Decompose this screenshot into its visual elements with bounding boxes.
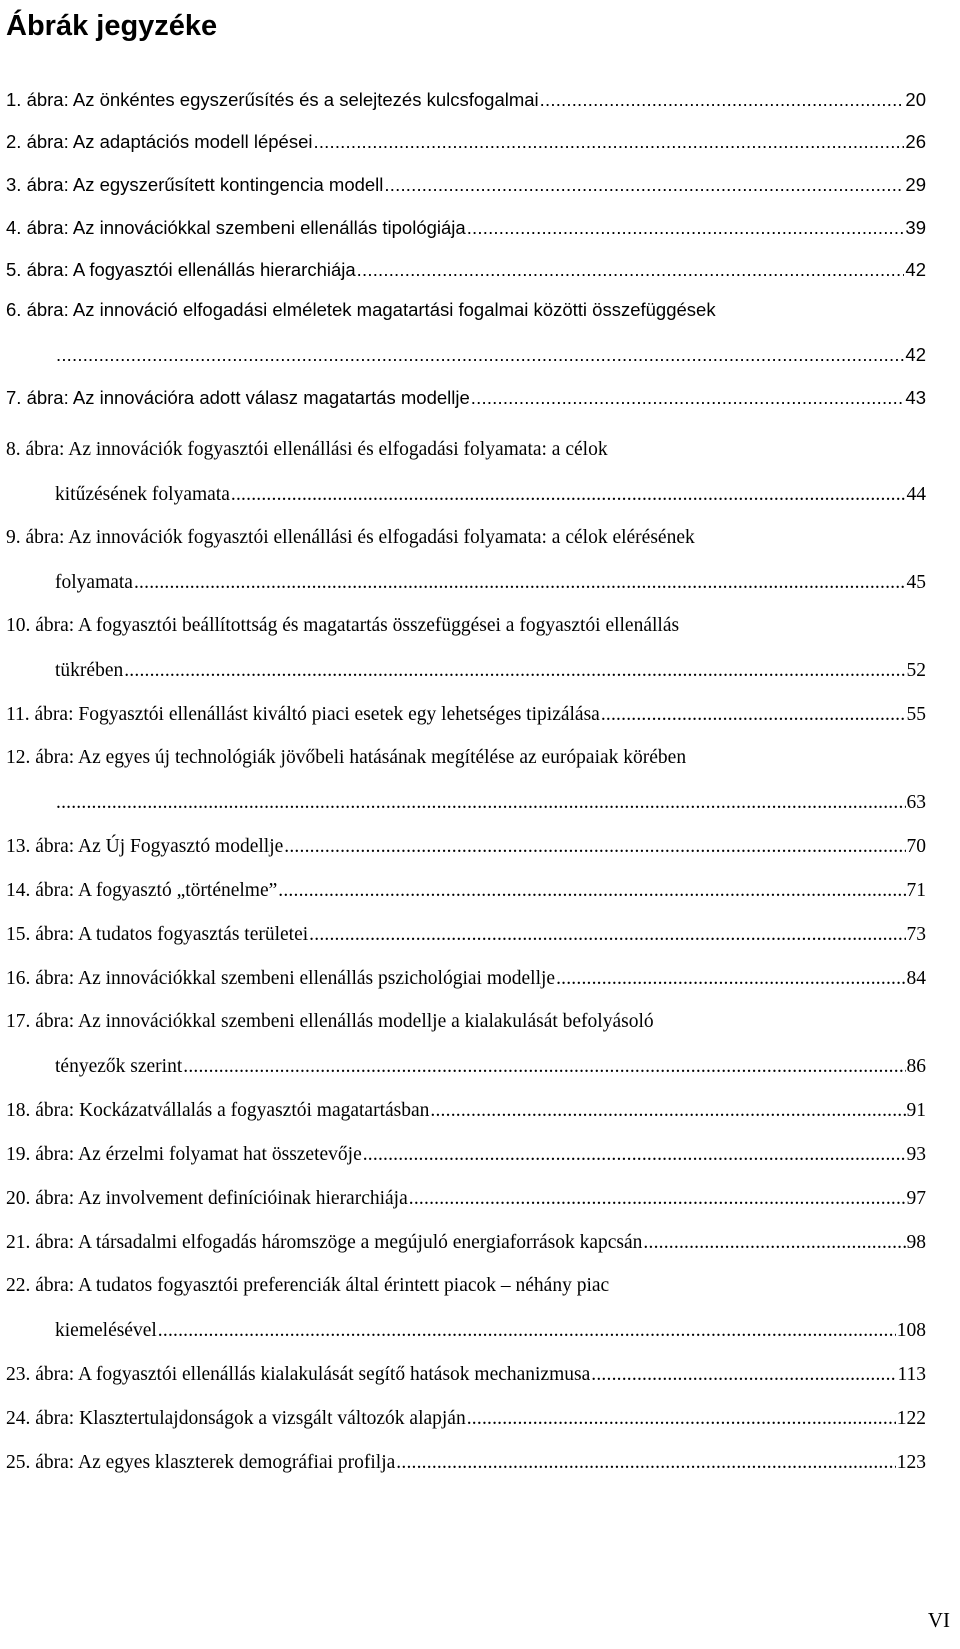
- toc-entry-label: kitűzésének folyamata: [55, 484, 230, 505]
- toc-entry-page: 122: [896, 1408, 926, 1429]
- toc-entry[interactable]: [55, 1047, 926, 1079]
- toc-entry-page: 71: [906, 880, 926, 901]
- toc-leader-dots: [409, 1187, 906, 1211]
- toc-entry-label: 5. ábra: A fogyasztói ellenállás hierarchiája: [6, 259, 356, 280]
- toc-entry-page: 97: [906, 1188, 926, 1209]
- toc-entry[interactable]: [6, 1399, 926, 1431]
- toc-entry[interactable]: [55, 783, 926, 815]
- toc-entry-line1[interactable]: 17. ábra: Az innovációkkal szembeni ellenállás modellje a kialakulását befolyásoló: [6, 1011, 654, 1032]
- toc-entry-label: 23. ábra: A fogyasztói ellenállás kialakulását segítő hatások mechanizmusa: [6, 1364, 591, 1385]
- toc-entry-label: 1. ábra: Az önkéntes egyszerűsítés és a selejtezés kulcsfogalmai: [6, 89, 539, 110]
- toc-entry-label: 4. ábra: Az innovációkkal szembeni ellenállás tipológiája: [6, 217, 466, 238]
- toc-entry-label: folyamata: [55, 572, 133, 593]
- toc-entry[interactable]: [6, 1135, 926, 1167]
- toc-entry[interactable]: [6, 1443, 926, 1475]
- toc-entry-page: 93: [906, 1144, 926, 1165]
- page-number: VI: [927, 1608, 950, 1632]
- toc-entry[interactable]: [55, 1311, 926, 1343]
- toc-entry-line1[interactable]: 12. ábra: Az egyes új technológiák jövőbeli hatásának megítélése az európaiak körében: [6, 747, 687, 768]
- toc-entry[interactable]: [6, 1091, 926, 1123]
- toc-entry-page: 123: [896, 1452, 926, 1473]
- toc-entry-label: 3. ábra: Az egyszerűsített kontingencia modell: [6, 174, 384, 195]
- toc-entry-page: 43: [905, 387, 926, 408]
- toc-entry[interactable]: [55, 335, 926, 367]
- toc-leader-dots: [313, 130, 904, 154]
- toc-entry-label: 19. ábra: Az érzelmi folyamat hat összetevője: [6, 1144, 362, 1165]
- toc-entry-label: 21. ábra: A társadalmi elfogadás háromszöge a megújuló energiaforrások kapcsán: [6, 1232, 643, 1253]
- toc-entry-label: tényezők szerint: [55, 1056, 183, 1077]
- toc-leader-dots: [556, 967, 905, 991]
- toc-entry[interactable]: [6, 80, 926, 112]
- toc-entry-line1[interactable]: 22. ábra: A tudatos fogyasztói preferenciák által érintett piacok – néhány piac: [6, 1275, 610, 1296]
- toc-entry-page: 113: [897, 1364, 926, 1385]
- toc-entry-page: 29: [905, 174, 926, 195]
- toc-leader-dots: [396, 1451, 895, 1475]
- toc-leader-dots: [278, 879, 905, 903]
- toc-leader-dots: [158, 1319, 896, 1343]
- toc-entry-line1[interactable]: 6. ábra: Az innováció elfogadási elméletek magatartási fogalmai közötti összefüggések: [6, 299, 716, 320]
- toc-entry[interactable]: [6, 250, 926, 282]
- toc-entry[interactable]: [55, 651, 926, 683]
- toc-entry-label: 16. ábra: Az innovációkkal szembeni ellenállás pszichológiai modellje: [6, 968, 556, 989]
- toc-entry[interactable]: [6, 915, 926, 947]
- toc-leader-dots: [430, 1099, 905, 1123]
- toc-entry-page: 45: [906, 572, 926, 593]
- toc-entry[interactable]: [6, 122, 926, 154]
- toc-leader-dots: [183, 1055, 905, 1079]
- toc-entry-page: 52: [906, 660, 926, 681]
- toc-entry-label: 13. ábra: Az Új Fogyasztó modellje: [6, 836, 284, 857]
- toc-entry-page: 42: [905, 344, 926, 365]
- toc-entry-label: 14. ábra: A fogyasztó „történelme”: [6, 880, 278, 901]
- toc-entry-page: 39: [905, 217, 926, 238]
- toc-entry[interactable]: [6, 959, 926, 991]
- toc-entry-label: 18. ábra: Kockázatvállalás a fogyasztói magatartásban: [6, 1100, 430, 1121]
- toc-entry-label: kiemelésével: [55, 1320, 157, 1341]
- toc-leader-dots: [363, 1143, 906, 1167]
- toc-entry-page: 55: [906, 704, 926, 725]
- toc-entry-page: 108: [896, 1320, 926, 1341]
- toc-leader-dots: [357, 258, 905, 282]
- toc-entry-page: 26: [905, 131, 926, 152]
- toc-entry-page: 98: [906, 1232, 926, 1253]
- toc-leader-dots: [134, 571, 906, 595]
- toc-entry-label: 20. ábra: Az involvement definícióinak hierarchiája: [6, 1188, 408, 1209]
- toc-entry[interactable]: [6, 1223, 926, 1255]
- toc-leader-dots: [309, 923, 905, 947]
- toc-leader-dots: [467, 216, 905, 240]
- toc-entry[interactable]: [6, 827, 926, 859]
- toc-entry[interactable]: [6, 1355, 926, 1387]
- toc-leader-dots: [56, 791, 906, 815]
- toc-entry-page: 86: [906, 1056, 926, 1077]
- toc-entry[interactable]: [6, 378, 926, 410]
- toc-entry-page: 44: [906, 484, 926, 505]
- toc-entry-page: 20: [905, 89, 926, 110]
- toc-entry[interactable]: [55, 563, 926, 595]
- toc-entry[interactable]: [6, 165, 926, 197]
- toc-entry-label: 24. ábra: Klasztertulajdonságok a vizsgált változók alapján: [6, 1408, 466, 1429]
- toc-leader-dots: [471, 386, 905, 410]
- toc-entry-label: 11. ábra: Fogyasztói ellenállást kiváltó piaci esetek egy lehetséges tipizálása: [6, 704, 600, 725]
- toc-entry[interactable]: [55, 475, 926, 507]
- toc-leader-dots: [384, 173, 904, 197]
- toc-entry-page: 63: [906, 792, 926, 813]
- toc-leader-dots: [467, 1407, 896, 1431]
- toc-entry-label: tükrében: [55, 660, 124, 681]
- toc-entry-line1[interactable]: 10. ábra: A fogyasztói beállítottság és magatartás összefüggései a fogyasztói ellenállás: [6, 615, 680, 636]
- toc-entry-page: 91: [906, 1100, 926, 1121]
- toc-entry-page: 84: [906, 968, 926, 989]
- toc-entry-label: 15. ábra: A tudatos fogyasztás területei: [6, 924, 309, 945]
- toc-entry[interactable]: [6, 208, 926, 240]
- toc-entry-line1[interactable]: 9. ábra: Az innovációk fogyasztói ellenállási és elfogadási folyamata: a célok elérésének: [6, 527, 695, 548]
- toc-leader-dots: [124, 659, 905, 683]
- toc-leader-dots: [591, 1363, 896, 1387]
- toc-entry-label: 7. ábra: Az innovációra adott válasz magatartás modellje: [6, 387, 470, 408]
- toc-leader-dots: [540, 88, 905, 112]
- toc-entry-label: 25. ábra: Az egyes klaszterek demográfiai profilja: [6, 1452, 396, 1473]
- page-title: Ábrák jegyzéke: [6, 10, 218, 42]
- toc-leader-dots: [643, 1231, 905, 1255]
- toc-entry[interactable]: [6, 695, 926, 727]
- toc-entry-page: 70: [906, 836, 926, 857]
- toc-entry[interactable]: [6, 1179, 926, 1211]
- toc-entry-line1[interactable]: 8. ábra: Az innovációk fogyasztói ellenállási és elfogadási folyamata: a célok: [6, 439, 608, 460]
- toc-entry-page: 42: [905, 259, 926, 280]
- toc-leader-dots: [231, 483, 906, 507]
- toc-entry-page: 73: [906, 924, 926, 945]
- toc-entry[interactable]: [6, 871, 926, 903]
- toc-leader-dots: [284, 835, 905, 859]
- toc-entry-label: 2. ábra: Az adaptációs modell lépései: [6, 131, 313, 152]
- toc-leader-dots: [56, 343, 904, 367]
- toc-leader-dots: [601, 703, 906, 727]
